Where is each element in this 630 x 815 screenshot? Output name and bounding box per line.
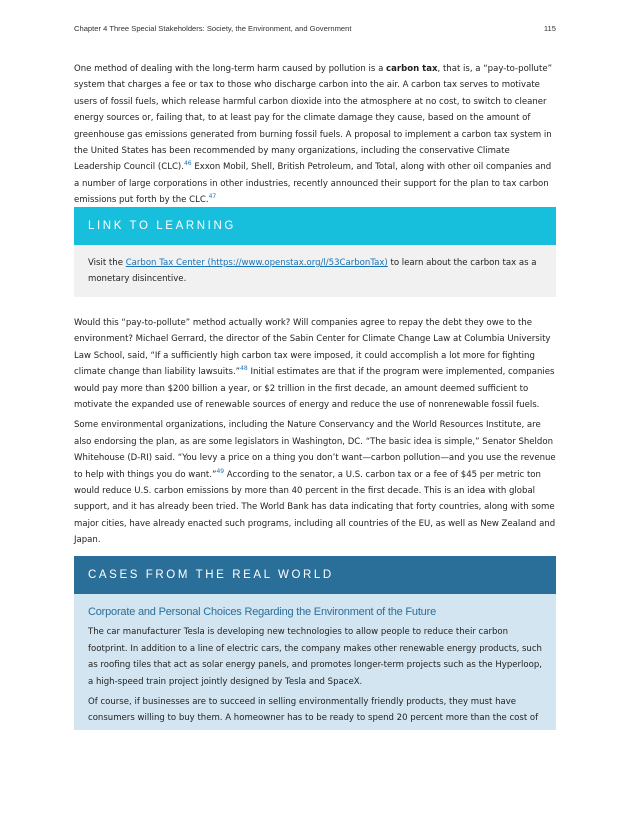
link-box-text-b: to learn about the carbon tax as a monetary disincentive. <box>88 258 537 285</box>
term-carbon-tax: carbon tax <box>386 64 438 74</box>
carbon-tax-center-link[interactable]: Carbon Tax Center (https://www.openstax.org/l/53CarbonTax) <box>125 258 388 268</box>
cases-from-real-world-box <box>74 556 556 730</box>
p1-text-b: , that is, a “pay-to-pollute” system that charges a fee or tax to those who discharge carbon into the air. A carbon tax serves to motivate users of fossil fuels, which release harmful carbon dioxide into the atmosphere at no cost, to switch to cleaner energy sources or, failing that, to at least pay for the climate damage they cause, based on the amount of greenhouse gas emissions generated from burning fossil fuels. A proposal to implement a carbon tax system in the United States has been recommended by many organizations, including the conservative Climate Leadership Council (CLC). <box>74 64 553 173</box>
link-box-title: LINK TO LEARNING <box>74 207 556 245</box>
p3-text-b: According to the senator, a U.S. carbon tax or a fee of $45 per metric ton would reduce U.S. carbon emissions by more than 40 percent in the first decade. This is an idea with global support, and it has already been tried. The World Bank has data indicating that forty countries, along with some major cities, have already enacted such programs, including all countries of the EU, as well as New Zealand and Japan. <box>74 469 556 546</box>
link-box-body <box>74 245 556 297</box>
page-number: 115 <box>543 24 556 33</box>
case-box-title: CASES FROM THE REAL WORLD <box>74 556 556 594</box>
footnote-ref-46[interactable]: 46 <box>183 160 192 168</box>
footnote-ref-49[interactable]: 49 <box>216 467 225 475</box>
case-box-paragraph-1: The car manufacturer Tesla is developing new technologies to allow people to reduce their carbon footprint. In addition to a line of electric cars, the company makes other renewable energy products, such as roofing tiles that act as solar energy panels, and promotes longer-term projects such as the Hyperloop, a high-speed train project jointly designed by Tesla and SpaceX. <box>88 627 542 687</box>
link-to-learning-box <box>74 207 556 297</box>
chapter-title: Chapter 4 Three Special Stakeholders: Society, the Environment, and Government <box>74 24 352 33</box>
p3-text-a: Some environmental organizations, including the Nature Conservancy and the World Resources Institute, are also endorsing the plan, as are some legislators in Washington, DC. “The basic idea is simple,” Senator Sheldon Whitehouse (D-RI) said. “You levy a price on a thing you don’t want—carbon pollution—and you use the revenue to help with things you do want.” <box>74 420 556 480</box>
p1-text-c: Exxon Mobil, Shell, British Petroleum, and Total, along with other oil companies and a number of large corporations in other industries, recently announced their support for the plan to tax carbon emissions put forth by the CLC. <box>74 162 552 206</box>
paragraph-carbon-tax <box>74 61 558 213</box>
p2-text-a: Would this “pay-to-pollute” method actually work? Will companies agree to repay the debt they owe to the environment? Michael Gerrard, the director of the Sabin Center for Climate Change Law at Columbia University Law School, said, “If a sufficiently high carbon tax were imposed, it could accomplish a lot more for fighting climate change than liability lawsuits.” <box>74 318 551 378</box>
footnote-ref-47[interactable]: 47 <box>208 193 217 201</box>
p1-text-a: One method of dealing with the long-term harm caused by pollution is a <box>74 64 387 74</box>
p2-text-b: Initial estimates are that if the program were implemented, companies would pay more than $200 billion a year, or $2 trillion in the first decade, an amount deemed sufficient to motivate the expanded use of renewable sources of energy and reduce the use of nonrenewable fossil fuels. <box>74 367 555 411</box>
link-box-text-a: Visit the <box>88 258 126 268</box>
footnote-ref-48[interactable]: 48 <box>240 365 248 373</box>
running-head <box>74 24 556 33</box>
case-box-paragraph-2: Of course, if businesses are to succeed in selling environmentally friendly products, they must have consumers willing to buy them. A homeowner has to be ready to spend 20 percent more than the cost of <box>88 697 539 724</box>
case-box-body <box>74 594 556 730</box>
paragraph-pay-to-pollute <box>74 315 558 553</box>
case-box-subtitle: Corporate and Personal Choices Regarding the Environment of the Future <box>88 606 436 618</box>
